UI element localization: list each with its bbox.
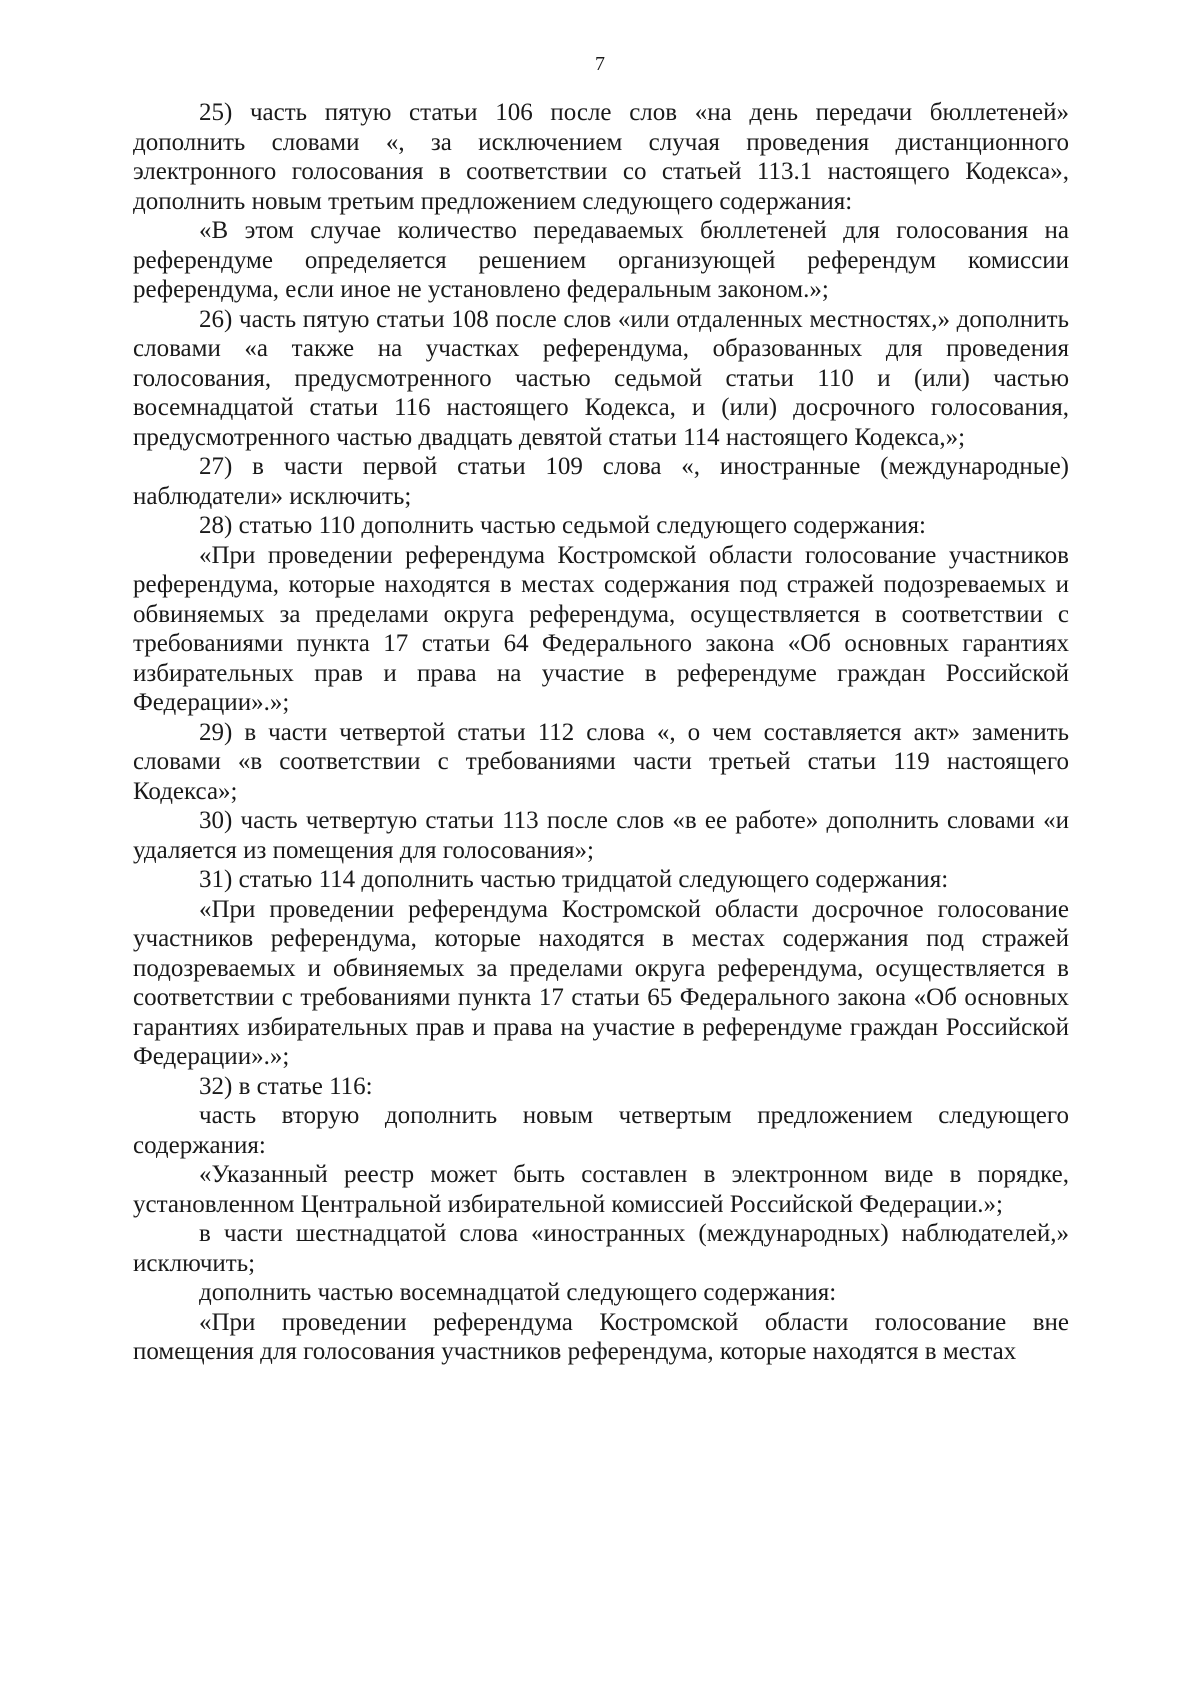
sub-paragraph: дополнить частью восемнадцатой следующего содержания: <box>199 1279 837 1306</box>
paragraph-item-25: 25) часть пятую статьи 106 после слов «на день передачи бюллетеней» дополнить словами «, за исключением случая проведения дистанционного электронного голосования в соответствии со статьей 113.1 настоящего Кодекса», дополнить новым третьим предложением следующего содержания: <box>133 99 1069 215</box>
document-body <box>133 98 1069 1367</box>
paragraph-item-32: 32) в статье 116: <box>199 1072 373 1100</box>
page-number: 7 <box>595 53 605 75</box>
paragraph-item-27: 27) в части первой статьи 109 слова «, иностранные (международные) наблюдатели» исключить; <box>133 453 1069 510</box>
paragraph-item-31: 31) статью 114 дополнить частью тридцатой следующего содержания: <box>199 866 949 893</box>
quoted-amendment: «При проведении референдума Костромской области голосование участников референдума, которые находятся в местах содержания под стражей подозреваемых и обвиняемых за пределами округа референдума, осуществляется в соответствии с требованиями пункта 17 статьи 64 Федерального закона «Об основных гарантиях избирательных прав и права на участие в референдуме граждан Российской Федерации».»; <box>133 541 1069 716</box>
paragraph-item-29: 29) в части четвертой статьи 112 слова «, о чем составляется акт» заменить словами «в соответствии с требованиями части третьей статьи 119 настоящего Кодекса»; <box>133 718 1069 805</box>
sub-paragraph: в части шестнадцатой слова «иностранных (международных) наблюдателей,» исключить; <box>133 1220 1069 1277</box>
paragraph-item-26: 26) часть пятую статьи 108 после слов «или отдаленных местностях,» дополнить словами «а также на участках референдума, образованных для проведения голосования, предусмотренного частью седьмой статьи 110 и (или) частью восемнадцатой статьи 116 настоящего Кодекса, и (или) досрочного голосования, предусмотренного частью двадцать девятой статьи 114 настоящего Кодекса,»; <box>133 305 1069 451</box>
paragraph-item-30: 30) часть четвертую статьи 113 после слов «в ее работе» дополнить словами «и удаляется из помещения для голосования»; <box>133 807 1069 864</box>
sub-paragraph: часть вторую дополнить новым четвертым предложением следующего содержания: <box>133 1102 1069 1159</box>
quoted-amendment: «Указанный реестр может быть составлен в электронном виде в порядке, установленном Центральной избирательной комиссией Российской Федерации.»; <box>133 1161 1069 1218</box>
quoted-amendment: «При проведении референдума Костромской области досрочное голосование участников референдума, которые находятся в местах содержания под стражей подозреваемых и обвиняемых за пределами округа референдума, осуществляется в соответствии с требованиями пункта 17 статьи 65 Федерального закона «Об основных гарантиях избирательных прав и права на участие в референдуме граждан Российской Федерации».»; <box>133 895 1069 1070</box>
paragraph-item-28: 28) статью 110 дополнить частью седьмой следующего содержания: <box>199 512 926 539</box>
quoted-amendment: «При проведении референдума Костромской области голосование вне помещения для голосования участников референдума, которые находятся в местах <box>133 1308 1069 1365</box>
quoted-amendment: «В этом случае количество передаваемых бюллетеней для голосования на референдуме определяется решением организующей референдум комиссии референдума, если иное не установлено федеральным законом.»; <box>133 217 1069 303</box>
